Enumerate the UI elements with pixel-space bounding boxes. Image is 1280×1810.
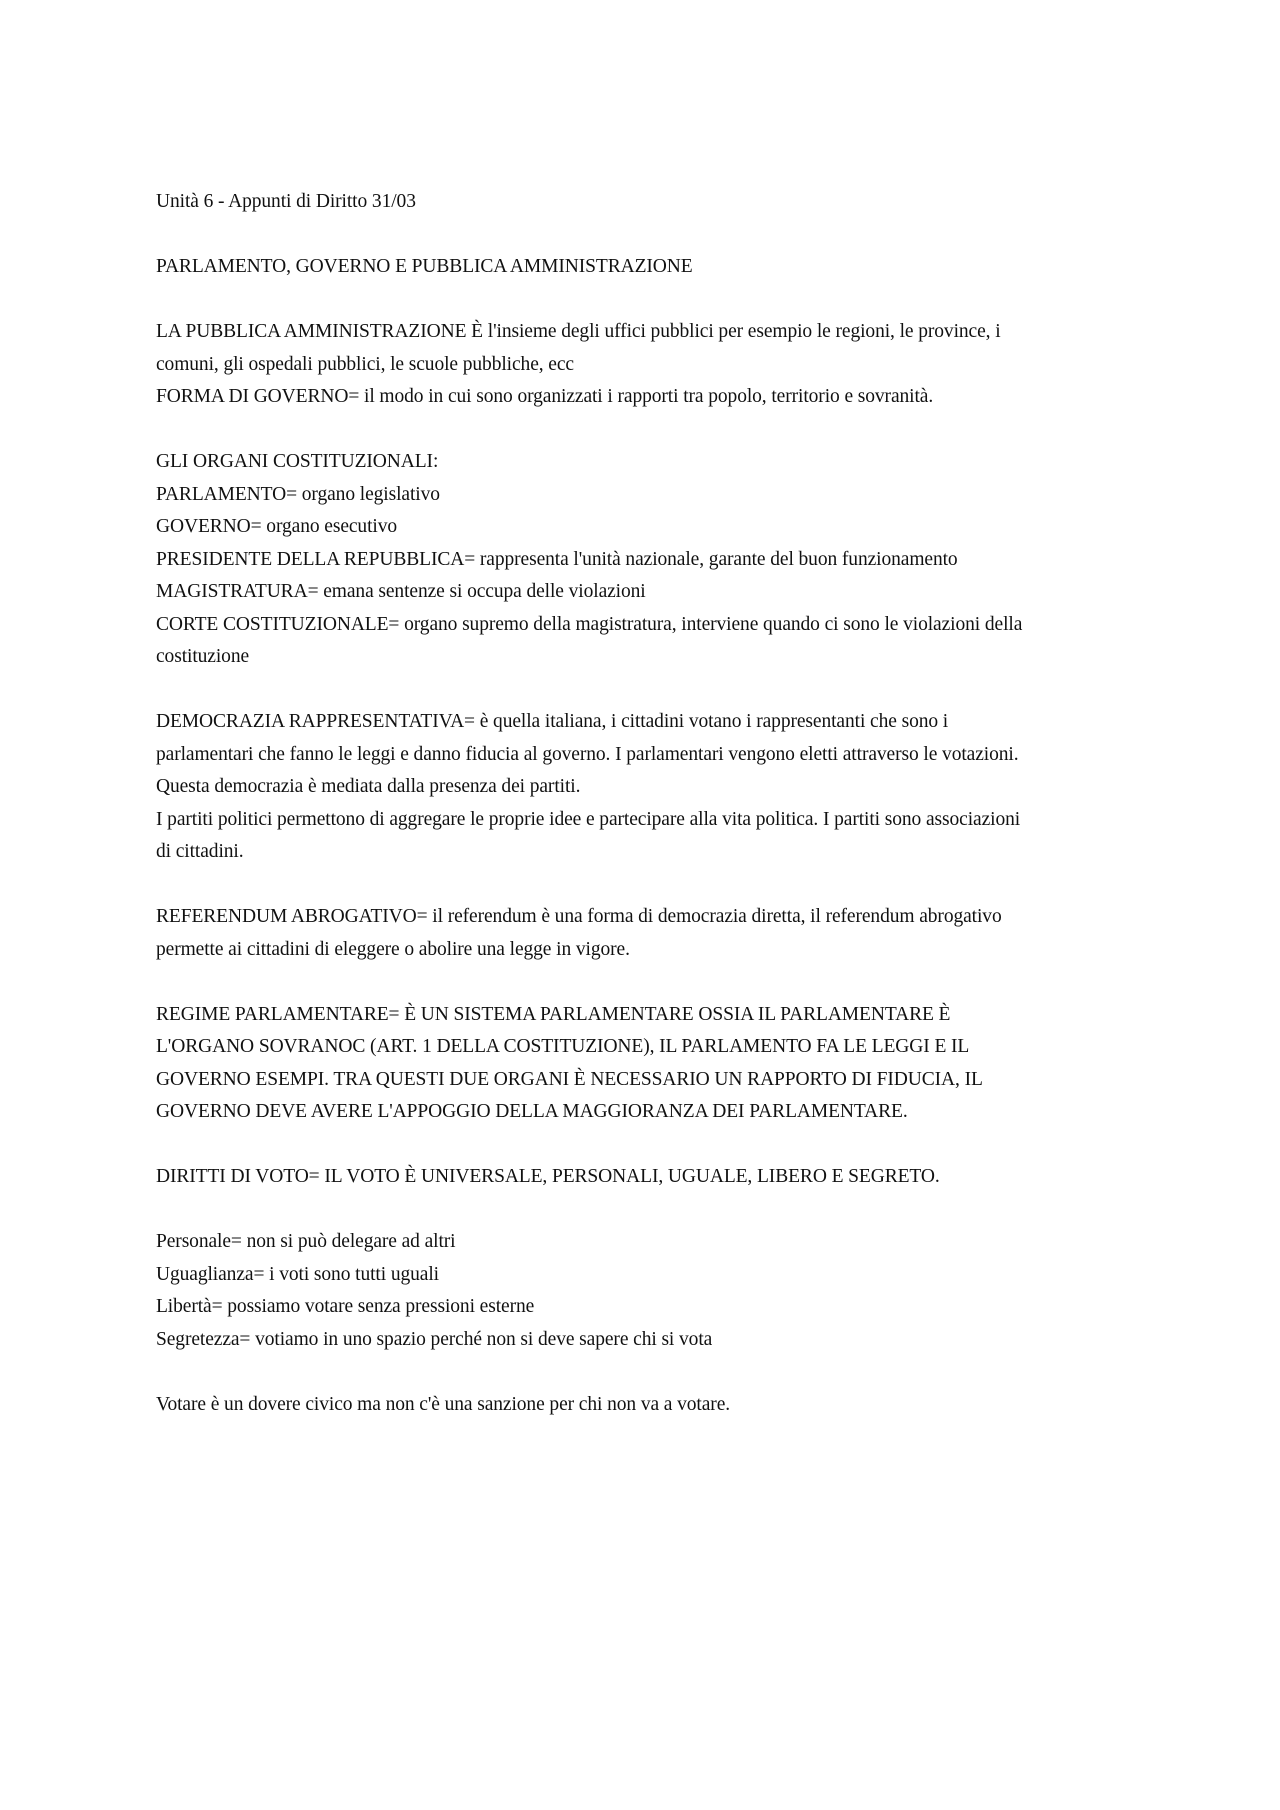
paragraph-line: comuni, gli ospedali pubblici, le scuole pubbliche, ecc — [156, 353, 574, 375]
pa-definition-paragraph — [156, 316, 1146, 414]
paragraph-line: I partiti politici permettono di aggregare le proprie idee e partecipare alla vita politica. I partiti sono associazioni — [156, 808, 1021, 830]
voto-characteristics-list — [156, 1226, 1146, 1356]
paragraph-line: FORMA DI GOVERNO= il modo in cui sono organizzati i rapporti tra popolo, territorio e sovranità. — [156, 386, 934, 407]
paragraph-line: di cittadini. — [156, 841, 244, 862]
list-item: Uguaglianza= i voti sono tutti uguali — [156, 1263, 439, 1285]
paragraph-line: parlamentari che fanno le leggi e danno fiducia al governo. I parlamentari vengono eletti attraverso le votazioni. — [156, 743, 1019, 765]
list-item: PRESIDENTE DELLA REPUBBLICA= rappresenta l'unità nazionale, garante del buon funzionamento — [156, 548, 958, 570]
paragraph-line: L'ORGANO SOVRANOC (ART. 1 DELLA COSTITUZIONE), IL PARLAMENTO FA LE LEGGI E IL — [156, 1036, 970, 1057]
list-item: GOVERNO= organo esecutivo — [156, 516, 398, 537]
paragraph-line: LA PUBBLICA AMMINISTRAZIONE È l'insieme degli uffici pubblici per esempio le regioni, le province, i — [156, 321, 1001, 342]
document-page — [156, 186, 1146, 1421]
closing-line: Votare è un dovere civico ma non c'è una sanzione per chi non va a votare. — [156, 1393, 731, 1415]
list-item: CORTE COSTITUZIONALE= organo supremo della magistratura, interviene quando ci sono le violazioni della — [156, 613, 1023, 635]
paragraph-line: REFERENDUM ABROGATIVO= il referendum è una forma di democrazia diretta, il referendum abrogativo — [156, 906, 1002, 927]
section-heading: GLI ORGANI COSTITUZIONALI: — [156, 451, 439, 472]
paragraph-line: DEMOCRAZIA RAPPRESENTATIVA= è quella italiana, i cittadini votano i rappresentanti che sono i — [156, 711, 949, 732]
paragraph-line: REGIME PARLAMENTARE= È UN SISTEMA PARLAMENTARE OSSIA IL PARLAMENTARE È — [156, 1003, 951, 1025]
paragraph-line: permette ai cittadini di eleggere o abolire una legge in vigore. — [156, 938, 630, 960]
list-item: Segretezza= votiamo in uno spazio perché non si deve sapere chi si vota — [156, 1328, 713, 1350]
paragraph-line: GOVERNO DEVE AVERE L'APPOGGIO DELLA MAGGIORANZA DEI PARLAMENTARE. — [156, 1101, 908, 1122]
referendum-paragraph — [156, 901, 1146, 966]
paragraph-line: GOVERNO ESEMPI. TRA QUESTI DUE ORGANI È NECESSARIO UN RAPPORTO DI FIDUCIA, IL — [156, 1068, 983, 1090]
list-item: Personale= non si può delegare ad altri — [156, 1231, 456, 1252]
document-header: Unità 6 - Appunti di Diritto 31/03 — [156, 191, 416, 212]
list-item: Libertà= possiamo votare senza pressioni esterne — [156, 1296, 535, 1317]
organi-costituzionali-section — [156, 446, 1146, 674]
regime-parlamentare-paragraph — [156, 999, 1146, 1129]
list-item: MAGISTRATURA= emana sentenze si occupa delle violazioni — [156, 581, 646, 602]
document-title: PARLAMENTO, GOVERNO E PUBBLICA AMMINISTRAZIONE — [156, 256, 693, 277]
list-item: costituzione — [156, 646, 250, 667]
democrazia-paragraph — [156, 706, 1146, 869]
list-item: PARLAMENTO= organo legislativo — [156, 483, 440, 505]
diritti-di-voto-line: DIRITTI DI VOTO= IL VOTO È UNIVERSALE, PERSONALI, UGUALE, LIBERO E SEGRETO. — [156, 1166, 940, 1187]
paragraph-line: Questa democrazia è mediata dalla presenza dei partiti. — [156, 776, 581, 797]
